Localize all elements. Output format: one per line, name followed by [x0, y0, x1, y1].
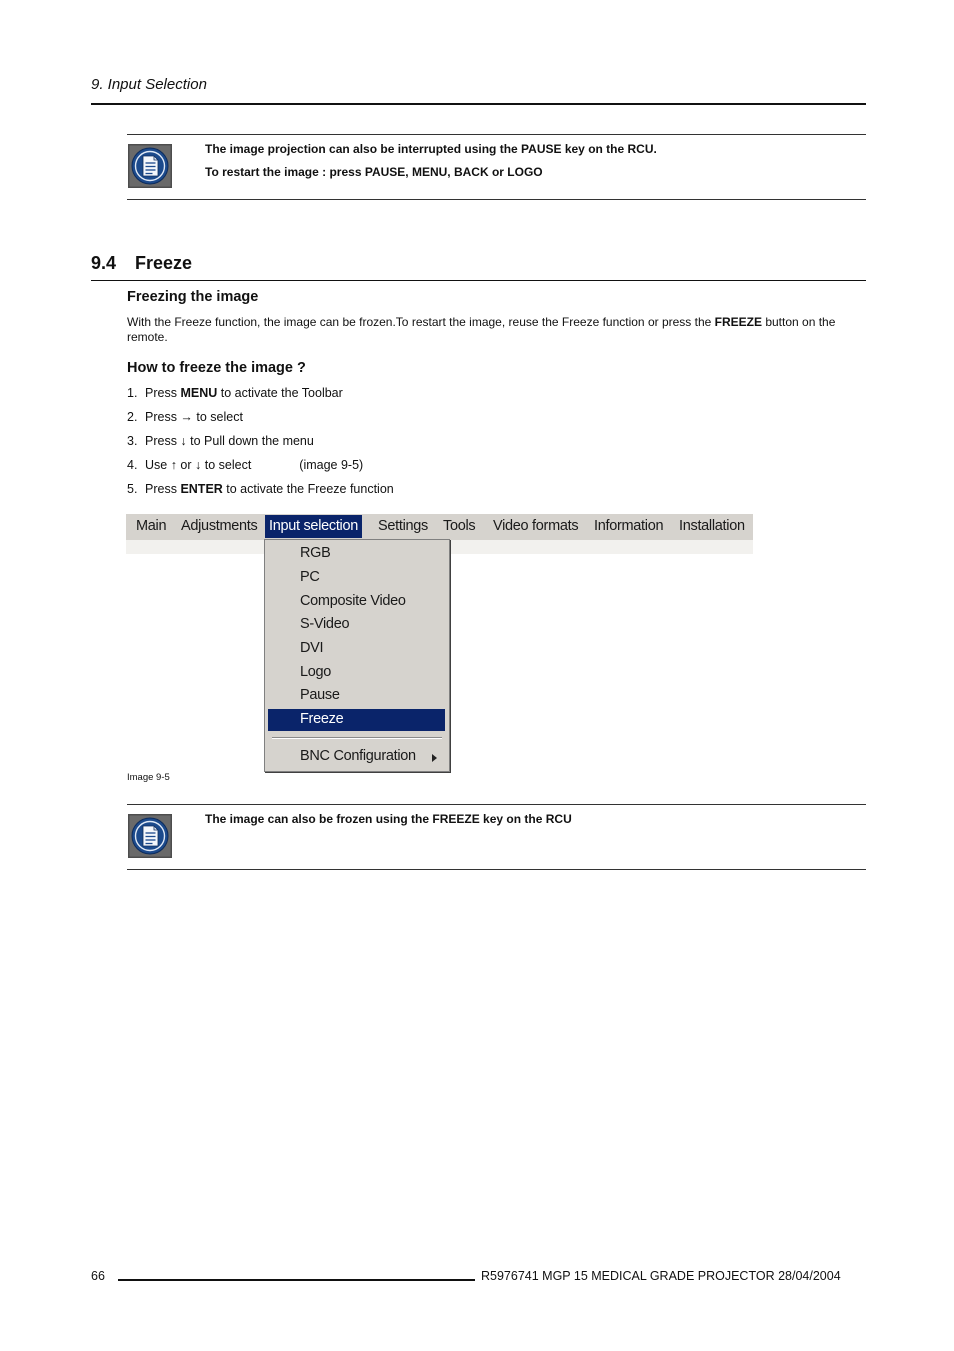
step-text: to activate the Freeze function: [222, 482, 394, 496]
footer-rule: [118, 1279, 475, 1281]
subheading: Freezing the image: [127, 289, 259, 305]
dropdown-item-rgb[interactable]: RGB: [300, 545, 331, 561]
note-box: [127, 804, 866, 870]
step-text: Press ↓ to Pull down the menu: [145, 434, 314, 448]
footer-document-info: R5976741 MGP 15 MEDICAL GRADE PROJECTOR 28/04/2004: [481, 1269, 841, 1283]
step-reference: (image 9-5): [299, 458, 364, 472]
menu-installation[interactable]: Installation: [679, 518, 745, 534]
step-text: Press → to select: [145, 410, 243, 424]
step-bold: ENTER: [180, 482, 223, 496]
section-number: 9.4: [91, 253, 117, 273]
dropdown-item-label: Freeze: [300, 711, 344, 727]
step-bold: MENU: [180, 386, 218, 400]
section-name: Freeze: [135, 253, 193, 273]
list-item: [127, 385, 394, 409]
dropdown-item-freeze[interactable]: [268, 709, 445, 731]
dropdown-item-logo[interactable]: Logo: [300, 664, 332, 680]
note-text: [205, 812, 572, 826]
menu-adjustments[interactable]: Adjustments: [181, 518, 258, 534]
subheading: How to freeze the image ?: [127, 360, 306, 376]
menu-information[interactable]: Information: [594, 518, 664, 534]
note-line: The image projection can also be interrupted using the PAUSE key on the RCU.: [205, 142, 657, 156]
submenu-arrow-icon: [432, 754, 437, 762]
note-box: [127, 134, 866, 200]
note-document-icon: [128, 144, 172, 188]
dropdown-item-s-video[interactable]: S-Video: [300, 616, 350, 632]
steps-list: [127, 385, 394, 505]
step-text: Press: [145, 386, 181, 400]
header-rule: [91, 103, 866, 105]
image-caption: Image 9-5: [127, 772, 170, 783]
note-document-icon: [128, 814, 172, 858]
section-title: [91, 253, 192, 274]
note-line: To restart the image : press PAUSE, MENU, BACK or LOGO: [205, 165, 543, 179]
menu-input-selection[interactable]: Input selection: [265, 515, 362, 538]
dropdown-item-pause[interactable]: Pause: [300, 687, 340, 703]
list-item: [127, 433, 394, 457]
step-number: 5.: [127, 482, 138, 496]
dropdown-item-dvi[interactable]: DVI: [300, 640, 324, 656]
list-item: [127, 457, 394, 481]
step-number: 4.: [127, 458, 138, 472]
paragraph-text: button on the remote.: [127, 315, 836, 344]
menu-tools[interactable]: Tools: [443, 518, 476, 534]
list-item: [127, 481, 394, 505]
step-text: to activate the Toolbar: [217, 386, 343, 400]
step-number: 1.: [127, 386, 138, 400]
step-text: Press: [145, 482, 181, 496]
menu-bar: [126, 514, 753, 540]
paragraph-bold: FREEZE: [714, 315, 762, 329]
step-number: 3.: [127, 434, 138, 448]
step-text: Use ↑ or ↓ to select: [145, 458, 252, 472]
menu-separator: [272, 737, 442, 739]
dropdown-item-bnc-configuration[interactable]: BNC Configuration: [300, 748, 416, 764]
menu-shadow: [449, 540, 753, 554]
page-number: 66: [91, 1269, 105, 1283]
menu-settings[interactable]: Settings: [378, 518, 428, 534]
menu-shadow: [126, 540, 264, 554]
running-header: 9. Input Selection: [91, 76, 207, 93]
menu-main[interactable]: Main: [136, 518, 167, 534]
note-text: [205, 142, 657, 179]
step-number: 2.: [127, 410, 138, 424]
list-item: [127, 409, 394, 433]
note-line: The image can also be frozen using the FREEZE key on the RCU: [205, 812, 572, 826]
menu-video-formats[interactable]: Video formats: [493, 518, 579, 534]
paragraph: [127, 315, 867, 345]
dropdown-item-composite-video[interactable]: Composite Video: [300, 593, 406, 609]
section-rule: [91, 280, 866, 281]
dropdown-item-pc[interactable]: PC: [300, 569, 320, 585]
dropdown-menu: [264, 539, 450, 772]
paragraph-text: With the Freeze function, the image can be frozen.To restart the image, reuse the Freeze function or press the: [127, 315, 715, 329]
